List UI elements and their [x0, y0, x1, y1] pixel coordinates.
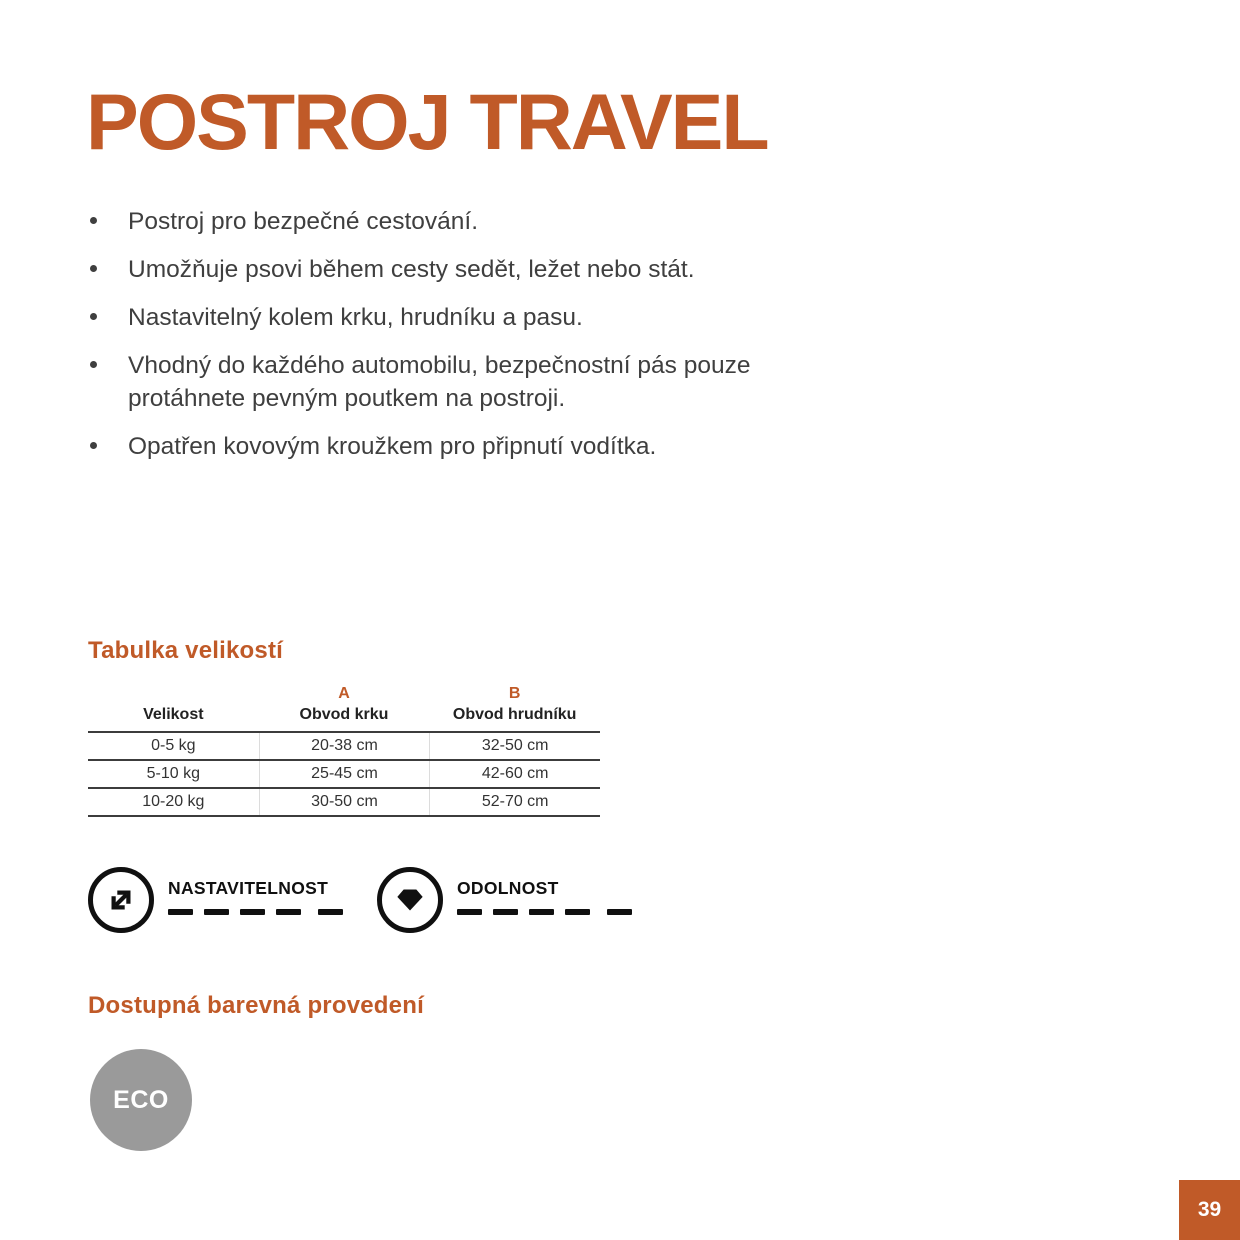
- table-row: [88, 789, 600, 817]
- color-swatch-eco: [90, 1049, 192, 1151]
- table-letter-empty: [88, 685, 259, 706]
- column-header: Obvod hrudníku: [452, 706, 577, 723]
- feature-text-block: [457, 867, 632, 915]
- dash: [457, 909, 482, 915]
- dash: [607, 909, 632, 915]
- page-number: 39: [1197, 1198, 1222, 1221]
- table-cell: 32-50 cm: [429, 733, 600, 759]
- bullet-text: Vhodný do každého automobilu, bezpečnostní pás pouze protáhnete pevným poutkem na postroji.: [128, 352, 751, 412]
- rating-dashes: [457, 909, 632, 915]
- bullet-text: Umožňuje psovi během cesty sedět, ležet nebo stát.: [128, 256, 695, 283]
- table-cell: 10-20 kg: [142, 793, 205, 810]
- list-item: [88, 430, 808, 463]
- feature-bullet-list: [88, 205, 808, 478]
- table-cell: 20-38 cm: [259, 733, 430, 759]
- table-cell: 42-60 cm: [429, 761, 600, 787]
- size-table: [88, 685, 600, 817]
- bullet-text: Postroj pro bezpečné cestování.: [128, 208, 479, 235]
- table-cell: 52-70 cm: [429, 789, 600, 815]
- color-swatch-label: ECO: [113, 1085, 169, 1114]
- table-letter-b: B: [508, 685, 521, 702]
- rating-dashes: [168, 909, 343, 915]
- feature-adjustability: [88, 867, 343, 933]
- page-title: POSTROJ TRAVEL: [86, 77, 768, 166]
- size-table-heading: Tabulka velikostí: [88, 637, 284, 664]
- list-item: [88, 349, 808, 415]
- bullet-dot-icon: [90, 361, 97, 368]
- table-letter-a: A: [338, 685, 350, 702]
- dash: [204, 909, 229, 915]
- feature-durability: [377, 867, 632, 933]
- column-header: Velikost: [143, 706, 204, 723]
- page-number-badge: [1179, 1180, 1240, 1240]
- colors-heading: Dostupná barevná provedení: [88, 992, 424, 1019]
- table-cell: 5-10 kg: [146, 765, 201, 782]
- resize-arrows-icon: [88, 867, 154, 933]
- column-header: Obvod krku: [299, 706, 389, 723]
- table-row: [88, 733, 600, 761]
- bullet-dot-icon: [90, 265, 97, 272]
- list-item: [88, 301, 808, 334]
- table-cell: 0-5 kg: [151, 737, 196, 754]
- dash: [529, 909, 554, 915]
- feature-text-block: [168, 867, 343, 915]
- feature-badges: [88, 867, 632, 933]
- table-letter-row: [88, 685, 600, 706]
- dash: [168, 909, 193, 915]
- table-header-row: [88, 706, 600, 733]
- bullet-dot-icon: [90, 313, 97, 320]
- feature-label: NASTAVITELNOST: [168, 878, 329, 898]
- table-row: [88, 761, 600, 789]
- dash: [493, 909, 518, 915]
- feature-label: ODOLNOST: [457, 878, 559, 898]
- bullet-dot-icon: [90, 442, 97, 449]
- dash: [240, 909, 265, 915]
- diamond-icon: [377, 867, 443, 933]
- table-cell: 30-50 cm: [259, 789, 430, 815]
- dash: [565, 909, 590, 915]
- list-item: [88, 205, 808, 238]
- dash: [318, 909, 343, 915]
- list-item: [88, 253, 808, 286]
- table-cell: 25-45 cm: [259, 761, 430, 787]
- bullet-dot-icon: [90, 217, 97, 224]
- bullet-text: Opatřen kovovým kroužkem pro připnutí vodítka.: [128, 433, 657, 460]
- dash: [276, 909, 301, 915]
- bullet-text: Nastavitelný kolem krku, hrudníku a pasu.: [128, 304, 583, 331]
